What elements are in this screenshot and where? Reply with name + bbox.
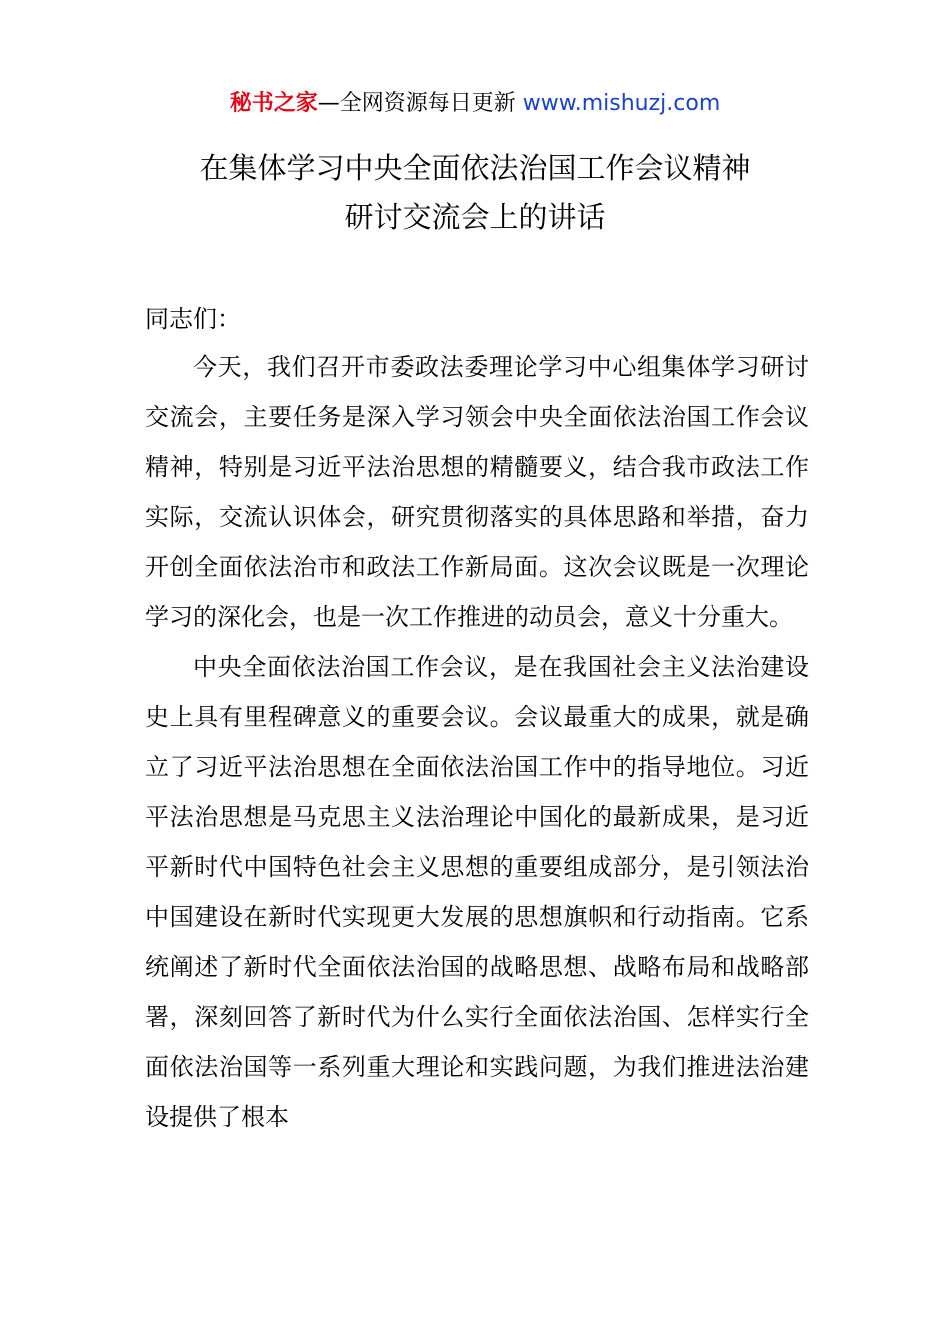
document-body <box>145 342 809 1142</box>
site-header <box>0 88 950 120</box>
site-url-link[interactable]: www.mishuzj.com <box>522 91 721 116</box>
site-brand: 秘书之家 <box>229 91 318 116</box>
site-tagline: —全网资源每日更新 <box>317 91 523 116</box>
paragraph: 中央全面依法治国工作会议，是在我国社会主义法治建设史上具有里程碑意义的重要会议。会议最重大的成果，就是确立了习近平法治思想在全面依法治国工作中的指导地位。习近平法治思想是马克思主义法治理论中国化的最新成果，是习近平新时代中国特色社会主义思想的重要组成部分，是引领法治中国建设在新时代实现更大发展的思想旗帜和行动指南。它系统阐述了新时代全面依法治国的战略思想、战略布局和战略部署，深刻回答了新时代为什么实行全面依法治国、怎样实行全面依法治国等一系列重大理论和实践问题，为我们推进法治建设提供了根本 <box>145 653 809 1131</box>
document-title-line-2: 研讨交流会上的讲话 <box>344 200 606 234</box>
salutation: 同志们： <box>145 305 241 333</box>
paragraph: 今天，我们召开市委政法委理论学习中心组集体学习研讨交流会，主要任务是深入学习领会中央全面依法治国工作会议精神，特别是习近平法治思想的精髓要义，结合我市政法工作实际，交流认识体会，研究贯彻落实的具体思路和举措，奋力开创全面依法治市和政法工作新局面。这次会议既是一次理论学习的深化会，也是一次工作推进的动员会，意义十分重大。 <box>145 353 809 631</box>
document-title-line-1: 在集体学习中央全面依法治国工作会议精神 <box>199 151 751 185</box>
